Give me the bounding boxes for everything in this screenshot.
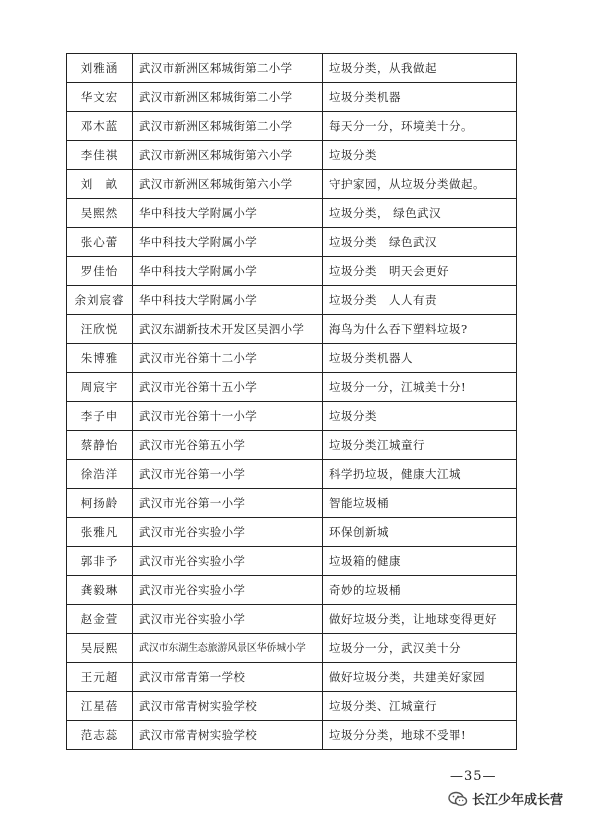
page-number: —35— [450, 769, 497, 784]
student-name-cell: 周宸宇 [67, 373, 133, 402]
student-name-cell: 张心蕾 [67, 228, 133, 257]
work-title-cell: 垃圾分类、江城童行 [323, 692, 517, 721]
work-title-cell: 守护家园，从垃圾分类做起。 [323, 170, 517, 199]
table-row [67, 663, 517, 692]
student-name-cell: 李子申 [67, 402, 133, 431]
student-name-cell: 张雅凡 [67, 518, 133, 547]
award-roster-table [66, 53, 517, 750]
student-name-cell: 吴熙然 [67, 199, 133, 228]
school-cell: 华中科技大学附属小学 [133, 286, 323, 315]
work-title-cell: 垃圾分分类，地球不受罪! [323, 721, 517, 750]
school-cell: 武汉市光谷实验小学 [133, 576, 323, 605]
school-cell: 武汉市新洲区邾城街第二小学 [133, 112, 323, 141]
student-name-cell: 赵金萱 [67, 605, 133, 634]
table-row [67, 518, 517, 547]
table-row [67, 141, 517, 170]
wechat-icon [448, 791, 468, 807]
school-cell: 武汉市光谷第一小学 [133, 489, 323, 518]
work-title-cell: 做好垃圾分类，让地球变得更好 [323, 605, 517, 634]
work-title-cell: 垃圾分类 明天会更好 [323, 257, 517, 286]
table-row [67, 402, 517, 431]
school-cell: 华中科技大学附属小学 [133, 257, 323, 286]
school-cell: 武汉市常青树实验学校 [133, 721, 323, 750]
school-cell: 武汉市光谷第十一小学 [133, 402, 323, 431]
student-name-cell: 郭非予 [67, 547, 133, 576]
work-title-cell: 垃圾分类 人人有责 [323, 286, 517, 315]
school-cell: 武汉市光谷实验小学 [133, 605, 323, 634]
student-name-cell: 柯扬龄 [67, 489, 133, 518]
table-row [67, 489, 517, 518]
roster-body [67, 54, 517, 750]
table-row [67, 547, 517, 576]
table-row [67, 83, 517, 112]
student-name-cell: 徐浩洋 [67, 460, 133, 489]
student-name-cell: 邓木蓝 [67, 112, 133, 141]
student-name-cell: 江星蓓 [67, 692, 133, 721]
table-row [67, 605, 517, 634]
school-cell: 华中科技大学附属小学 [133, 199, 323, 228]
work-title-cell: 垃圾分类， 绿色武汉 [323, 199, 517, 228]
work-title-cell: 垃圾分类 [323, 402, 517, 431]
work-title-cell: 垃圾分类机器 [323, 83, 517, 112]
table-row [67, 286, 517, 315]
school-cell: 武汉市新洲区邾城街第六小学 [133, 141, 323, 170]
table-row [67, 228, 517, 257]
table-row [67, 634, 517, 663]
table-row [67, 199, 517, 228]
school-cell: 武汉市光谷实验小学 [133, 518, 323, 547]
work-title-cell: 科学扔垃圾，健康大江城 [323, 460, 517, 489]
student-name-cell: 华文宏 [67, 83, 133, 112]
student-name-cell: 汪欣悦 [67, 315, 133, 344]
school-cell: 武汉市东湖生态旅游风景区华侨城小学 [133, 634, 323, 663]
table-row [67, 460, 517, 489]
student-name-cell: 蔡静怡 [67, 431, 133, 460]
student-name-cell: 刘雅涵 [67, 54, 133, 83]
student-name-cell: 刘 畝 [67, 170, 133, 199]
work-title-cell: 垃圾分一分，武汉美十分 [323, 634, 517, 663]
table-row [67, 373, 517, 402]
work-title-cell: 垃圾箱的健康 [323, 547, 517, 576]
work-title-cell: 垃圾分类，从我做起 [323, 54, 517, 83]
work-title-cell: 环保创新城 [323, 518, 517, 547]
work-title-cell: 做好垃圾分类，共建美好家园 [323, 663, 517, 692]
work-title-cell: 垃圾分类江城童行 [323, 431, 517, 460]
student-name-cell: 余刘宸睿 [67, 286, 133, 315]
work-title-cell: 垃圾分类 [323, 141, 517, 170]
work-title-cell: 海鸟为什么吞下塑料垃圾? [323, 315, 517, 344]
student-name-cell: 吴辰熙 [67, 634, 133, 663]
work-title-cell: 智能垃圾桶 [323, 489, 517, 518]
table-row [67, 344, 517, 373]
student-name-cell: 李佳祺 [67, 141, 133, 170]
table-row [67, 692, 517, 721]
student-name-cell: 罗佳怡 [67, 257, 133, 286]
school-cell: 武汉市光谷第一小学 [133, 460, 323, 489]
school-cell: 武汉市常青第一学校 [133, 663, 323, 692]
school-cell: 武汉市新洲区邾城街第六小学 [133, 170, 323, 199]
school-cell: 武汉市新洲区邾城街第二小学 [133, 54, 323, 83]
school-cell: 武汉市光谷第五小学 [133, 431, 323, 460]
watermark-text: 长江少年成长营 [472, 793, 564, 808]
student-name-cell: 王元超 [67, 663, 133, 692]
table-row [67, 315, 517, 344]
school-cell: 武汉市光谷实验小学 [133, 547, 323, 576]
school-cell: 华中科技大学附属小学 [133, 228, 323, 257]
work-title-cell: 垃圾分一分，江城美十分! [323, 373, 517, 402]
student-name-cell: 龚毅琳 [67, 576, 133, 605]
work-title-cell: 垃圾分类机器人 [323, 344, 517, 373]
work-title-cell: 每天分一分，环境美十分。 [323, 112, 517, 141]
work-title-cell: 垃圾分类 绿色武汉 [323, 228, 517, 257]
student-name-cell: 范志蕊 [67, 721, 133, 750]
table-row [67, 112, 517, 141]
school-cell: 武汉市光谷第十五小学 [133, 373, 323, 402]
table-row [67, 54, 517, 83]
school-cell: 武汉市光谷第十二小学 [133, 344, 323, 373]
table-row [67, 721, 517, 750]
table-row [67, 257, 517, 286]
student-name-cell: 朱博雅 [67, 344, 133, 373]
table-row [67, 576, 517, 605]
school-cell: 武汉东湖新技术开发区吴泗小学 [133, 315, 323, 344]
school-cell: 武汉市常青树实验学校 [133, 692, 323, 721]
table-row [67, 170, 517, 199]
table-row [67, 431, 517, 460]
school-cell: 武汉市新洲区邾城街第二小学 [133, 83, 323, 112]
account-watermark [448, 789, 563, 808]
work-title-cell: 奇妙的垃圾桶 [323, 576, 517, 605]
